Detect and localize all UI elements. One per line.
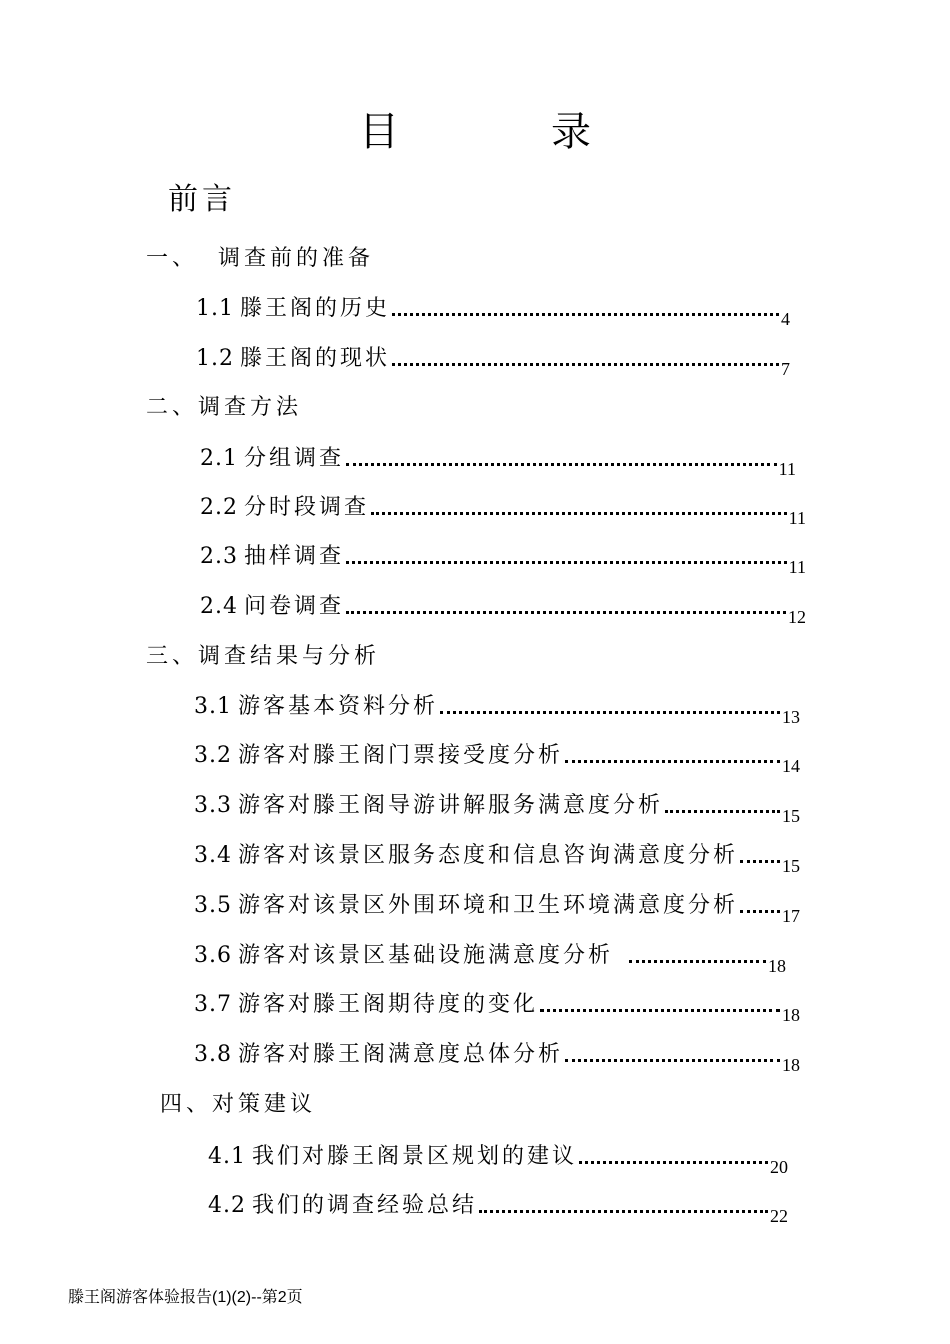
dot-leader (579, 1161, 768, 1164)
page-number: 18 (782, 1005, 800, 1025)
entry-title: 游客对该景区基础设施满意度分析 (238, 943, 614, 968)
toc-entry-3-8[interactable] (194, 1040, 800, 1075)
toc-entry-1-2[interactable] (196, 344, 790, 379)
page-number: 20 (770, 1157, 788, 1177)
toc-entry-3-2[interactable] (194, 741, 800, 776)
entry-number: 4.1 (208, 1144, 246, 1169)
page-footer: 滕王阁游客体验报告(1)(2)--第2页 (68, 1289, 303, 1306)
section-heading-4 (160, 1090, 316, 1120)
toc-entry-3-6[interactable] (194, 941, 786, 976)
section-heading-2 (146, 393, 302, 423)
dot-leader (740, 860, 780, 863)
entry-title: 分时段调查 (244, 495, 370, 520)
entry-number: 3.6 (194, 943, 232, 968)
section-title: 对策建议 (212, 1092, 317, 1117)
section-title: 调查前的准备 (218, 246, 375, 271)
entry-number: 2.3 (200, 544, 238, 569)
entry-number: 3.8 (194, 1042, 232, 1067)
page-number: 14 (782, 756, 800, 776)
entry-title: 游客对该景区外围环境和卫生环境满意度分析 (238, 893, 739, 918)
toc-entry-3-5[interactable] (194, 891, 800, 926)
toc-entry-3-7[interactable] (194, 990, 800, 1025)
entry-title: 分组调查 (244, 446, 345, 471)
entry-number: 1.1 (196, 296, 234, 321)
page-number: 11 (788, 508, 806, 528)
page-number: 22 (770, 1206, 788, 1226)
dot-leader (479, 1210, 768, 1213)
entry-title: 滕王阁的历史 (240, 296, 391, 321)
toc-entry-4-1[interactable] (208, 1142, 788, 1177)
entry-title: 我们的调查经验总结 (252, 1193, 478, 1218)
entry-title: 游客基本资料分析 (238, 694, 439, 719)
dot-leader (346, 611, 786, 614)
toc-entry-2-3[interactable] (200, 542, 806, 577)
dot-leader (371, 512, 787, 515)
toc-entry-3-1[interactable] (194, 692, 800, 727)
entry-number: 2.2 (200, 495, 238, 520)
dot-leader (665, 810, 780, 813)
section-label: 一、 (146, 246, 199, 271)
section-title: 调查方法 (198, 395, 303, 420)
section-heading-3 (146, 642, 380, 672)
dot-leader (346, 463, 777, 466)
toc-entry-3-4[interactable] (194, 841, 800, 876)
entry-title: 我们对滕王阁景区规划的建议 (252, 1144, 578, 1169)
toc-entry-2-2[interactable] (200, 493, 806, 528)
page-number: 15 (782, 856, 800, 876)
entry-number: 2.4 (200, 594, 238, 619)
toc-entry-1-1[interactable] (196, 294, 790, 329)
entry-title: 抽样调查 (244, 544, 345, 569)
dot-leader (540, 1009, 780, 1012)
page-title: 目 录 (359, 109, 647, 155)
page-number: 4 (781, 309, 790, 329)
toc-entry-2-1[interactable] (200, 444, 796, 479)
entry-title: 游客对该景区服务态度和信息咨询满意度分析 (238, 843, 739, 868)
entry-title: 问卷调查 (244, 594, 345, 619)
section-label: 二、 (146, 395, 199, 420)
toc-entry-2-4[interactable] (200, 592, 806, 627)
page-number: 17 (782, 906, 800, 926)
dot-leader (629, 960, 766, 963)
dot-leader (392, 363, 779, 366)
dot-leader (392, 313, 779, 316)
entry-number: 4.2 (208, 1193, 246, 1218)
dot-leader (565, 760, 780, 763)
entry-number: 3.7 (194, 992, 232, 1017)
dot-leader (565, 1059, 780, 1062)
toc-entry-4-2[interactable] (208, 1191, 788, 1226)
entry-number: 3.2 (194, 743, 232, 768)
section-title: 调查结果与分析 (198, 644, 381, 669)
preface-heading: 前言 (168, 182, 236, 217)
section-label: 四、 (160, 1092, 213, 1117)
entry-number: 1.2 (196, 346, 234, 371)
dot-leader (346, 561, 787, 564)
page-number: 18 (768, 956, 786, 976)
entry-title: 游客对滕王阁满意度总体分析 (238, 1042, 564, 1067)
entry-number: 3.3 (194, 793, 232, 818)
entry-number: 3.1 (194, 694, 232, 719)
section-heading-1 (146, 244, 374, 274)
entry-title: 滕王阁的现状 (240, 346, 391, 371)
entry-number: 3.4 (194, 843, 232, 868)
page-number: 13 (782, 707, 800, 727)
page-number: 15 (782, 806, 800, 826)
dot-leader (740, 910, 780, 913)
entry-title: 游客对滕王阁门票接受度分析 (238, 743, 564, 768)
page-number: 18 (782, 1055, 800, 1075)
page-number: 12 (788, 607, 806, 627)
page-number: 11 (788, 557, 806, 577)
entry-title: 游客对滕王阁导游讲解服务满意度分析 (238, 793, 664, 818)
dot-leader (440, 711, 780, 714)
toc-entry-3-3[interactable] (194, 791, 800, 826)
entry-number: 3.5 (194, 893, 232, 918)
entry-title: 游客对滕王阁期待度的变化 (238, 992, 539, 1017)
section-label: 三、 (146, 644, 199, 669)
entry-number: 2.1 (200, 446, 238, 471)
page-number: 11 (778, 459, 796, 479)
page-number: 7 (781, 359, 790, 379)
